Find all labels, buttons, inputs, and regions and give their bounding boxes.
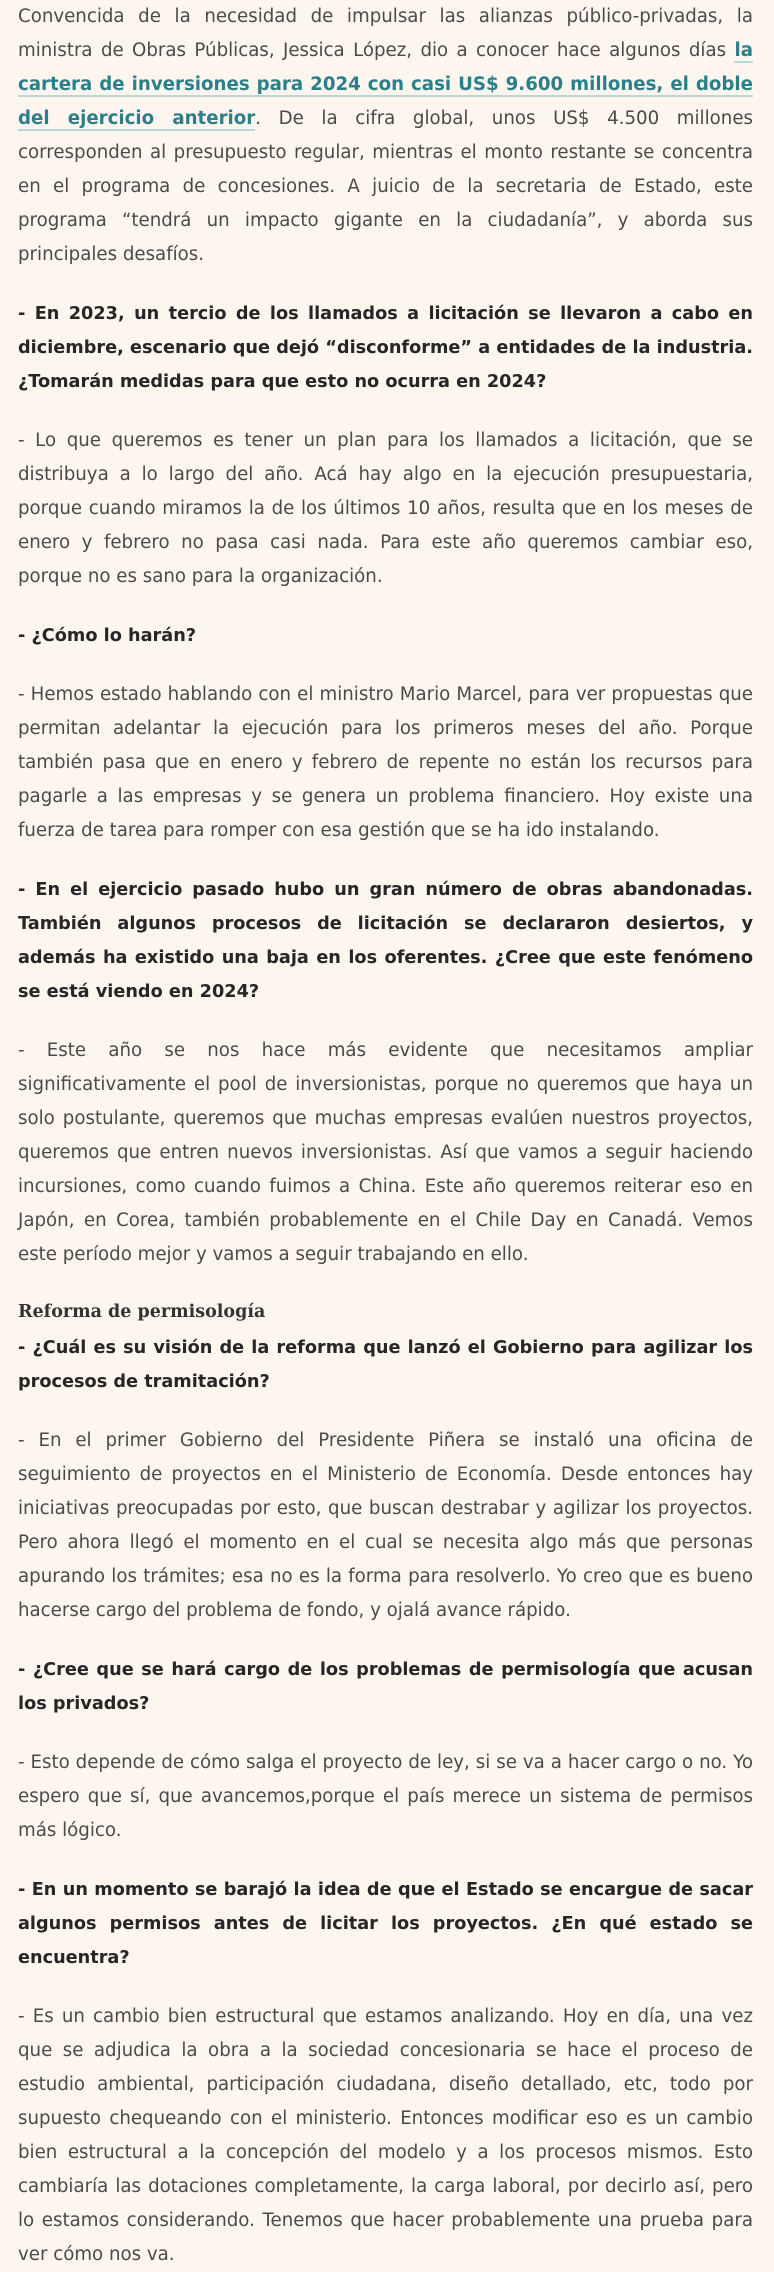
answer-6: - Es un cambio bien estructural que estamos analizando. Hoy en día, una vez que se adjudica la obra a la sociedad concesionaria se hace el proceso de estudio ambiental, participación ciudadana, diseño detallado, etc, todo por supuesto chequeando con el ministerio. Entonces modificar eso es un cambio bien estructural a la concepción del modelo y a los procesos mismos. Esto cambiaría las dotaciones completamente, la carga laboral, por decirlo así, pero lo estamos considerando. Tenemos que hacer probablemente una prueba para ver cómo nos va.	[18, 2006, 753, 2265]
question-4: - ¿Cuál es su visión de la reforma que lanzó el Gobierno para agilizar los procesos de tramitación?	[18, 1338, 753, 1392]
intro-text-before-link: Convencida de la necesidad de impulsar las alianzas público-privadas, la ministra de Obras Públicas, Jessica López, dio a conocer hace algunos días	[18, 6, 753, 61]
question-5: - ¿Cree que se hará cargo de los problemas de permisología que acusan los privados?	[18, 1660, 753, 1714]
question-2: - ¿Cómo lo harán?	[18, 626, 197, 646]
answer-2: - Hemos estado hablando con el ministro Mario Marcel, para ver propuestas que permitan adelantar la ejecución para los primeros meses del año. Porque también pasa que en enero y febrero de repente no están los recursos para pagarle a las empresas y se genera un problema financiero. Hoy existe una fuerza de tarea para romper con esa gestión que se ha ido instalando.	[18, 684, 753, 841]
answer-3: - Este año se nos hace más evidente que necesitamos ampliar significativamente el pool de inversionistas, porque no queremos que haya un solo postulante, queremos que muchas empresas evalúen nuestros proyectos, queremos que entren nuevos inversionistas. Así que vamos a seguir haciendo incursiones, como cuando fuimos a China. Este año queremos reiterar eso en Japón, en Corea, también probablemente en el Chile Day en Canadá. Vemos este período mejor y vamos a seguir trabajando en ello.	[18, 1040, 753, 1265]
answer-5: - Esto depende de cómo salga el proyecto de ley, si se va a hacer cargo o no. Yo espero que sí, que avancemos,porque el país merece un sistema de permisos más lógico.	[18, 1752, 753, 1841]
question-3: - En el ejercicio pasado hubo un gran número de obras abandonadas. También algunos procesos de licitación se declararon desiertos, y además ha existido una baja en los oferentes. ¿Cree que este fenómeno se está viendo en 2024?	[18, 880, 753, 1002]
intro-text-after-link: . De la cifra global, unos US$ 4.500 millones corresponden al presupuesto regular, mientras el monto restante se concentra en el programa de concesiones. A juicio de la secretaria de Estado, este programa “tendrá un impacto gigante en la ciudadanía”, y aborda sus principales desafíos.	[18, 108, 753, 265]
section-heading: Reforma de permisología	[18, 1302, 266, 1322]
question-1: - En 2023, un tercio de los llamados a licitación se llevaron a cabo en diciembre, escenario que dejó “disconforme” a entidades de la industria. ¿Tomarán medidas para que esto no ocurra en 2024?	[18, 304, 753, 392]
question-6: - En un momento se barajó la idea de que el Estado se encargue de sacar algunos permisos antes de licitar los proyectos. ¿En qué estado se encuentra?	[18, 1880, 753, 1968]
answer-1: - Lo que queremos es tener un plan para los llamados a licitación, que se distribuya a lo largo del año. Acá hay algo en la ejecución presupuestaria, porque cuando miramos la de los últimos 10 años, resulta que en los meses de enero y febrero no pasa casi nada. Para este año queremos cambiar eso, porque no es sano para la organización.	[18, 430, 753, 587]
answer-4: - En el primer Gobierno del Presidente Piñera se instaló una oficina de seguimiento de proyectos en el Ministerio de Economía. Desde entonces hay iniciativas preocupadas por esto, que buscan destrabar y agilizar los proyectos. Pero ahora llegó el momento en el cual se necesita algo más que personas apurando los trámites; esa no es la forma para resolverlo. Yo creo que es bueno hacerse cargo del problema de fondo, y ojalá avance rápido.	[18, 1430, 753, 1621]
intro-paragraph	[18, 0, 753, 272]
investment-portfolio-link[interactable]: la cartera de inversiones para 2024 con casi US$ 9.600 millones, el doble del ejercicio anterior	[18, 40, 753, 129]
